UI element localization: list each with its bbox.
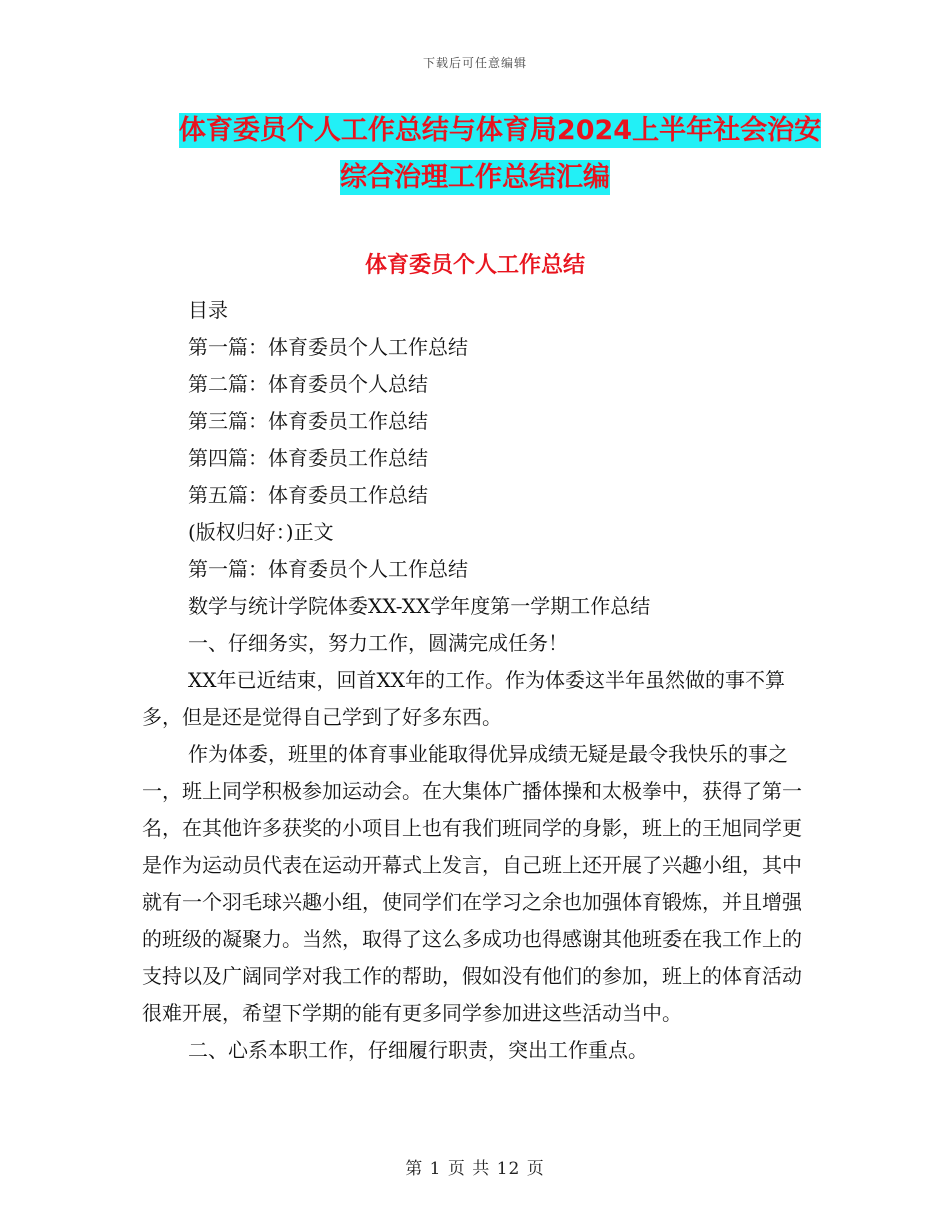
toc-item: 第三篇：体育委员工作总结 — [188, 409, 428, 433]
chapter-heading: 第一篇：体育委员个人工作总结 — [188, 557, 468, 581]
toc-item: 第一篇：体育委员个人工作总结 — [188, 335, 468, 359]
page-number: 第 1 页 共 12 页 — [405, 1159, 545, 1179]
copyright-line: (版权归好：)正文 — [188, 520, 334, 544]
toc-item: 第五篇：体育委员工作总结 — [188, 483, 428, 507]
body-paragraph: XX年已近结束，回首XX年的工作。作为体委这半年虽然做的事不算多，但是还是觉得自己学到了好多东西。 — [142, 668, 785, 729]
report-title: 数学与统计学院体委XX-XX学年度第一学期工作总结 — [188, 594, 651, 618]
document-body — [142, 292, 812, 1069]
toc-heading: 目录 — [188, 298, 228, 322]
document-title — [0, 111, 950, 198]
toc-item: 第四篇：体育委员工作总结 — [188, 446, 428, 470]
toc-item: 第二篇：体育委员个人总结 — [188, 372, 428, 396]
section-heading: 一、仔细务实，努力工作，圆满完成任务！ — [188, 631, 568, 655]
body-paragraph: 作为体委，班里的体育事业能取得优异成绩无疑是最令我快乐的事之一，班上同学积极参加运动会。在大集体广播体操和太极拳中，获得了第一名，在其他许多获奖的小项目上也有我们班同学的身影，班上的王旭同学更是作为运动员代表在运动开幕式上发言，自己班上还开展了兴趣小组，其中就有一个羽毛球兴趣小组，使同学们在学习之余也加强体育锻炼，并且增强的班级的凝聚力。当然，取得了这么多成功也得感谢其他班委在我工作上的支持以及广阔同学对我工作的帮助，假如没有他们的参加，班上的体育活动很难开展，希望下学期的能有更多同学参加进这些活动当中。 — [142, 742, 802, 1025]
title-line-2: 综合治理工作总结汇编 — [340, 162, 610, 193]
page-header: 下载后可任意编辑 — [422, 56, 527, 70]
section-title: 体育委员个人工作总结 — [364, 253, 585, 278]
section-heading: 二、心系本职工作，仔细履行职责，突出工作重点。 — [188, 1038, 648, 1062]
title-line-1: 体育委员个人工作总结与体育局2024上半年社会治安 — [178, 115, 822, 146]
